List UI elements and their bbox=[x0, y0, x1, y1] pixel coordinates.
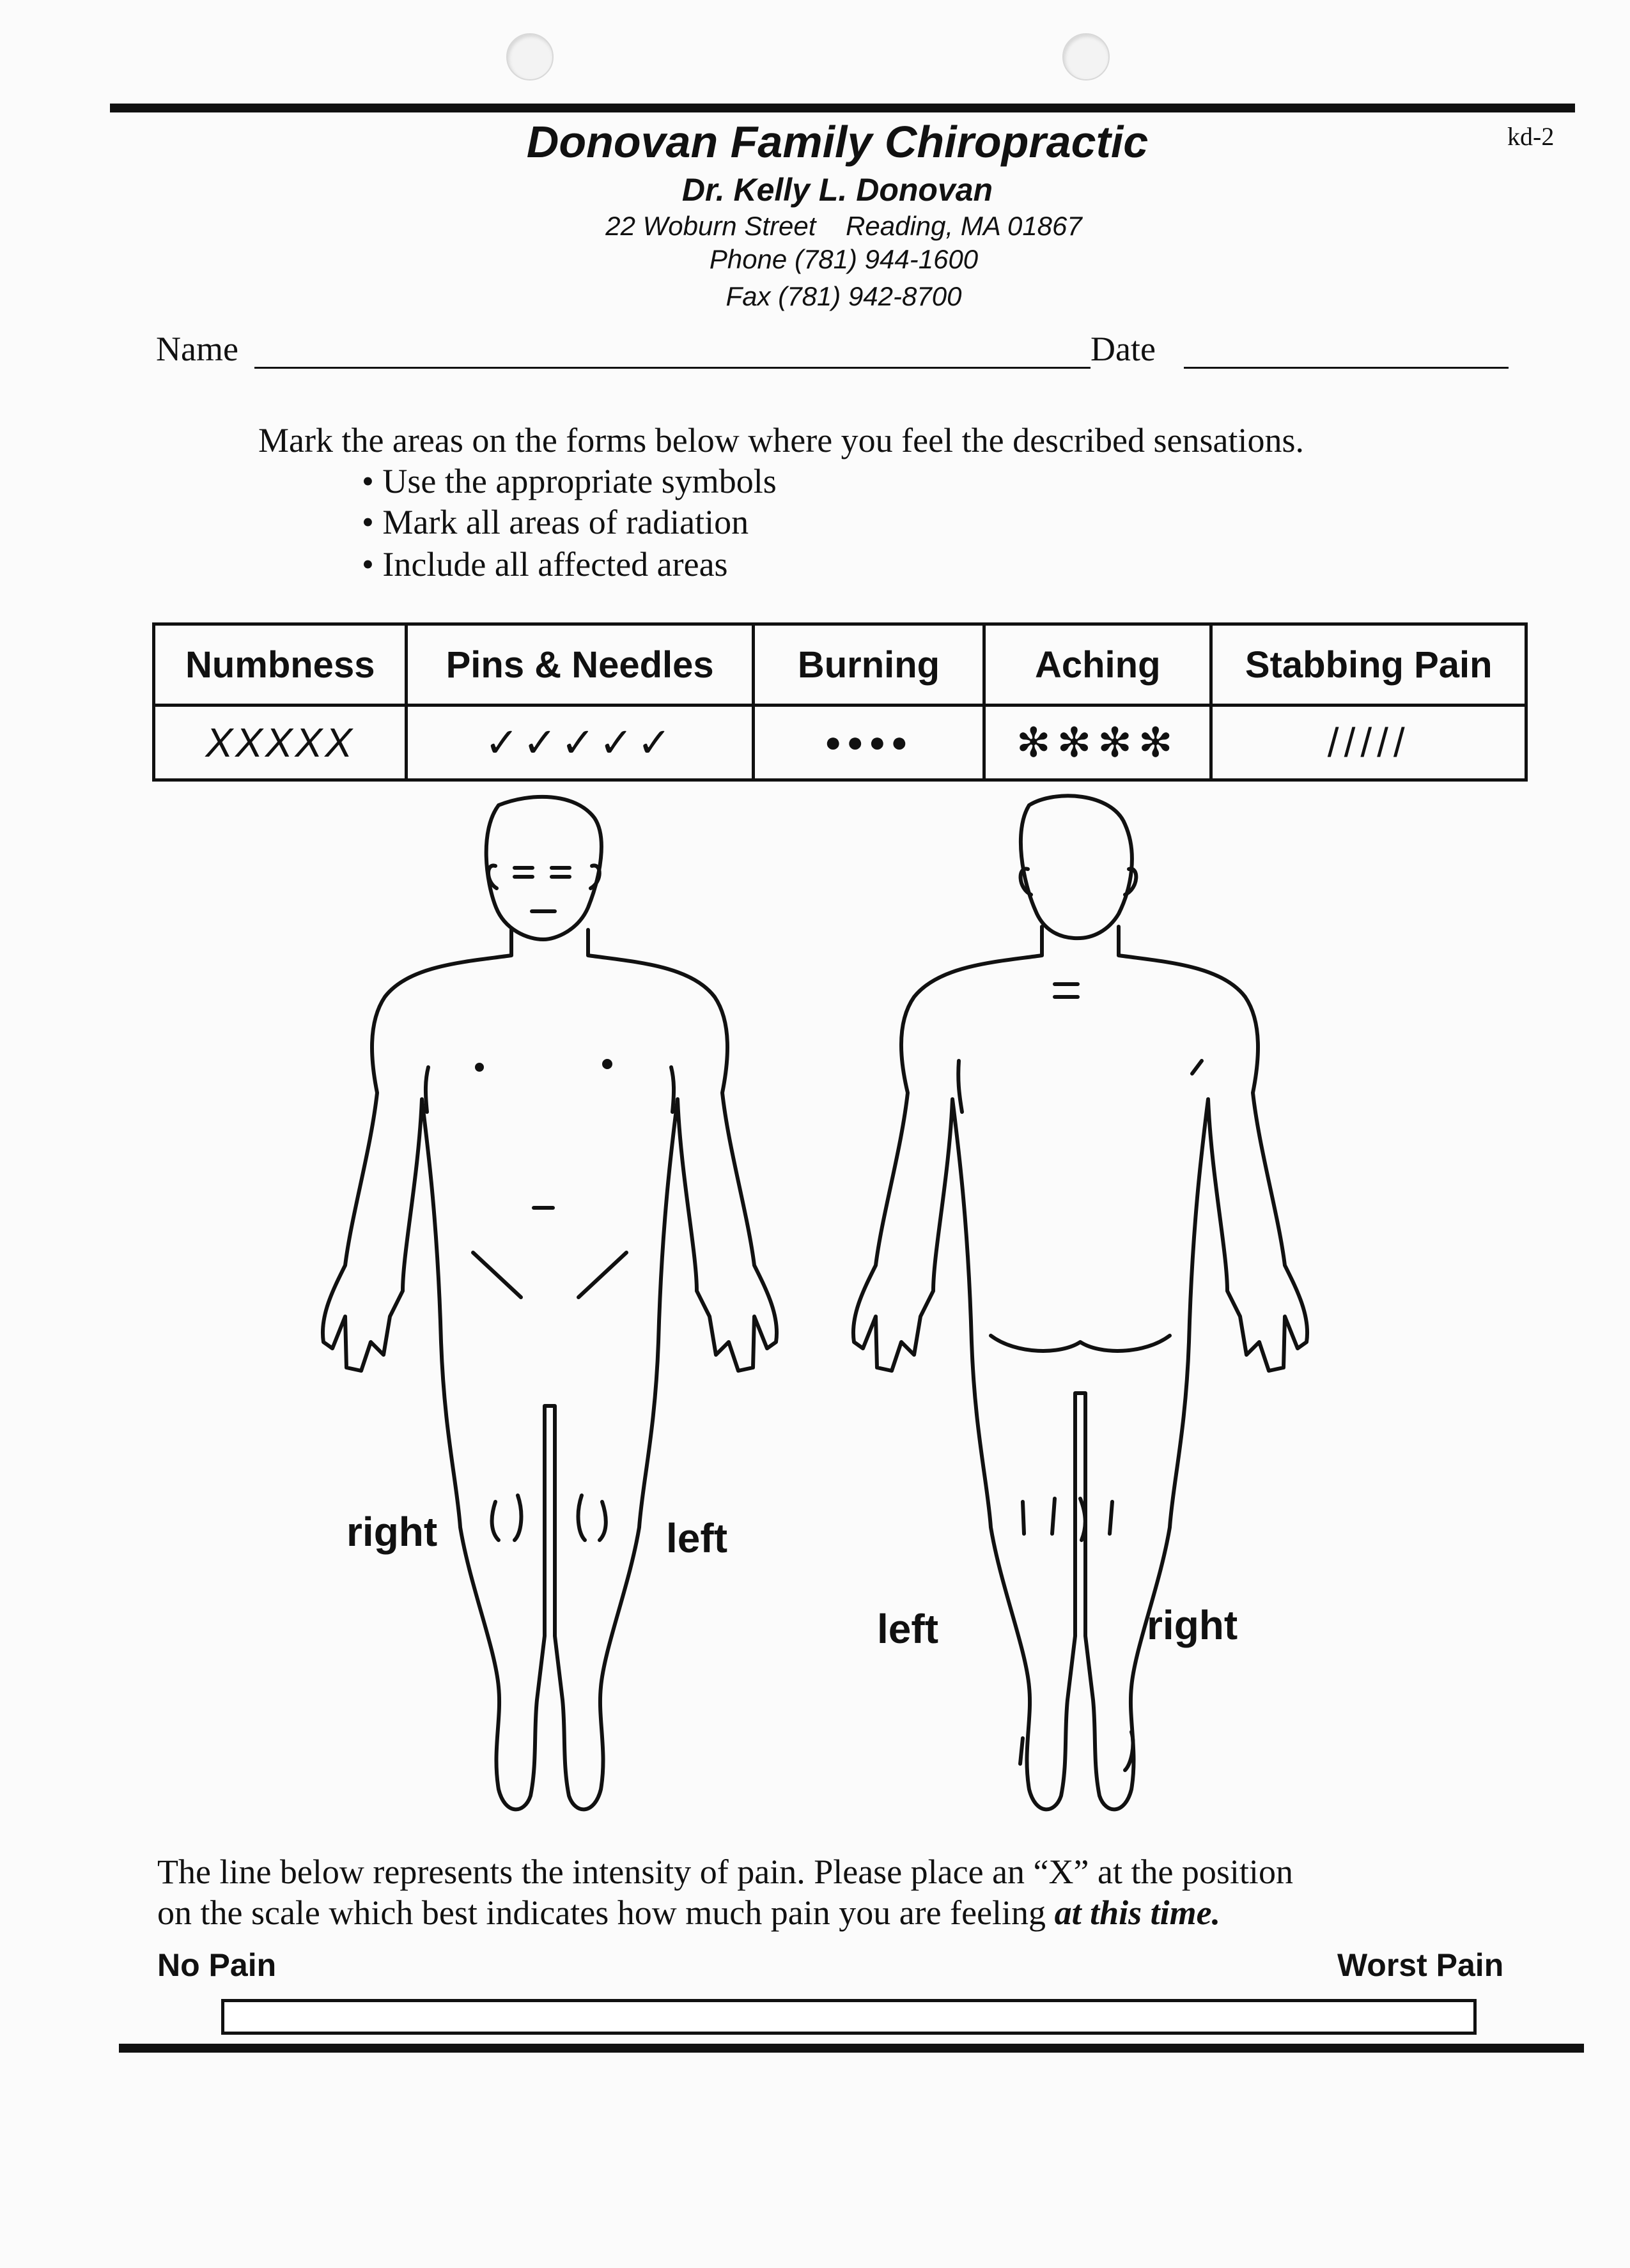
legend-symbol-stabbing-pain: ///// bbox=[1211, 706, 1526, 780]
date-field[interactable] bbox=[1184, 367, 1509, 369]
clinic-address: 22 Woburn Street Reading, MA 01867 bbox=[605, 211, 1082, 241]
legend-symbol-burning: ●●●● bbox=[753, 706, 984, 780]
pain-intensity-scale[interactable] bbox=[221, 1999, 1477, 2035]
back-shoulderblade-right bbox=[1192, 1061, 1202, 1074]
clinic-fax: Fax (781) 942-8700 bbox=[726, 281, 962, 311]
legend-header-numbness: Numbness bbox=[154, 624, 407, 706]
punch-hole-left bbox=[506, 33, 554, 81]
pain-scale-min-label: No Pain bbox=[157, 1947, 277, 1983]
name-label: Name bbox=[156, 330, 238, 368]
legend-header-aching: Aching bbox=[984, 624, 1211, 706]
top-rule bbox=[110, 104, 1575, 112]
front-armpit-left bbox=[671, 1067, 674, 1112]
front-head bbox=[486, 797, 602, 939]
front-left-label: left bbox=[666, 1515, 727, 1561]
instruction-bullet: • Mark all areas of radiation bbox=[362, 503, 749, 541]
pain-scale-instruction-line2: on the scale which best indicates how much pain you are feeling at this time. bbox=[157, 1894, 1221, 1932]
bottom-rule bbox=[119, 2044, 1584, 2053]
front-groin bbox=[473, 1253, 626, 1297]
back-right-label: right bbox=[1147, 1602, 1238, 1648]
front-armpit-right bbox=[426, 1067, 428, 1112]
legend-header-stabbing-pain: Stabbing Pain bbox=[1211, 624, 1526, 706]
instruction-bullet: • Use the appropriate symbols bbox=[362, 462, 777, 500]
name-field[interactable] bbox=[254, 367, 1091, 369]
date-label: Date bbox=[1091, 330, 1156, 368]
clinic-phone: Phone (781) 944-1600 bbox=[709, 244, 979, 274]
symbol-legend-table bbox=[152, 622, 1528, 782]
legend-symbol-pins-needles: ✓✓✓✓✓ bbox=[407, 706, 754, 780]
instruction-bullet: • Include all affected areas bbox=[362, 545, 728, 583]
body-diagram-back[interactable] bbox=[850, 792, 1323, 1840]
pain-scale-max-label: Worst Pain bbox=[1337, 1947, 1504, 1983]
clinic-name: Donovan Family Chiropractic bbox=[526, 117, 1149, 167]
back-shoulderblade-left bbox=[958, 1061, 962, 1112]
back-head bbox=[1021, 796, 1132, 938]
legend-header-burning: Burning bbox=[753, 624, 984, 706]
legend-symbol-aching: ✻✻✻✻ bbox=[984, 706, 1211, 780]
front-right-label: right bbox=[346, 1509, 438, 1555]
form-code: kd-2 bbox=[1507, 122, 1555, 151]
back-body-outline bbox=[853, 927, 1307, 1809]
doctor-name: Dr. Kelly L. Donovan bbox=[681, 172, 993, 208]
pain-scale-instruction-line1: The line below represents the intensity of pain. Please place an “X” at the position bbox=[157, 1853, 1293, 1891]
back-knees bbox=[1023, 1499, 1112, 1540]
punch-hole-right bbox=[1062, 33, 1110, 81]
instructions-intro: Mark the areas on the forms below where you feel the described sensations. bbox=[258, 421, 1304, 459]
front-eyes bbox=[515, 868, 570, 877]
back-buttocks bbox=[991, 1336, 1170, 1351]
legend-symbol-numbness: XXXXX bbox=[154, 706, 407, 780]
back-ankles bbox=[1020, 1732, 1133, 1770]
back-left-label: left bbox=[877, 1606, 938, 1652]
legend-header-pins-needles: Pins & Needles bbox=[407, 624, 754, 706]
front-ear-left bbox=[591, 865, 600, 888]
body-diagram-front[interactable] bbox=[307, 792, 793, 1840]
front-knees bbox=[492, 1495, 606, 1540]
front-body-outline bbox=[323, 930, 777, 1809]
back-neck-mark bbox=[1055, 984, 1078, 997]
